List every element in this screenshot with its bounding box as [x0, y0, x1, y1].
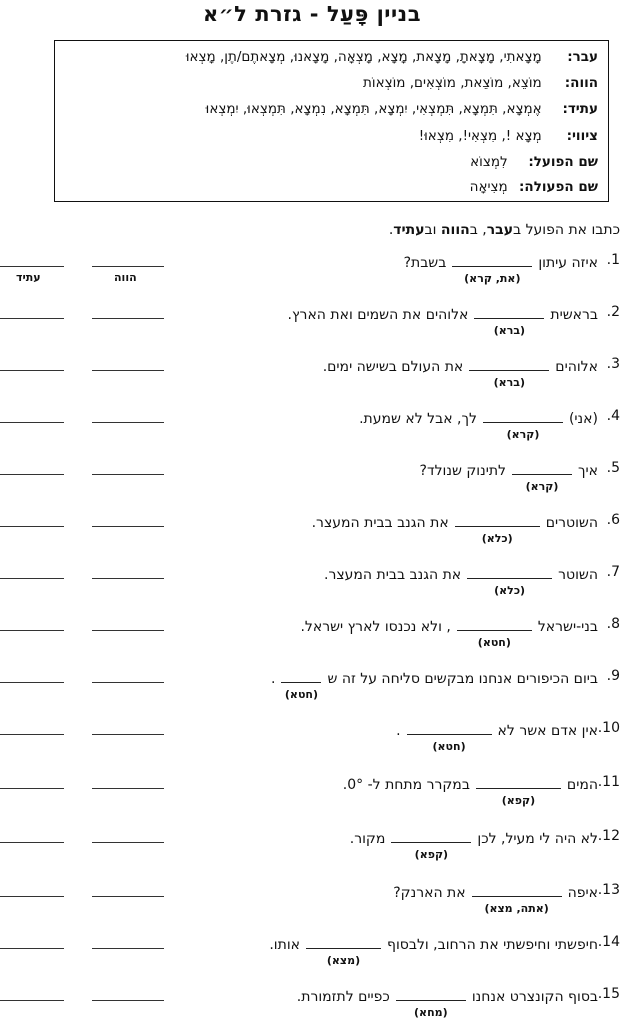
- conjugation-table: [54, 40, 609, 202]
- future-answer-line[interactable]: [0, 896, 64, 897]
- exercise-sentence: [288, 304, 598, 323]
- exercise-item: [184, 512, 624, 558]
- verb-root-hint: (כלא): [481, 532, 513, 545]
- sentence-before: ביום הכיפורים אנחנו מבקשים סליחה על זה ש: [327, 671, 598, 687]
- present-answer-line[interactable]: [92, 318, 164, 319]
- answer-blank[interactable]: [452, 252, 532, 267]
- exercise-sentence: [350, 828, 598, 847]
- answer-blank[interactable]: [476, 774, 561, 789]
- exercise-sentence: [404, 252, 598, 271]
- present-answer-line[interactable]: [92, 526, 164, 527]
- present-answer-line[interactable]: [92, 948, 164, 949]
- answer-blank[interactable]: [474, 304, 544, 319]
- instructions: [389, 222, 620, 238]
- exercise-item: [184, 774, 624, 820]
- answer-blank[interactable]: [467, 564, 552, 579]
- instr-text: כתבו את הפועל ב: [513, 222, 620, 238]
- exercise-number: 13.: [597, 882, 620, 898]
- exercise-number: 7.: [606, 564, 620, 580]
- instr-present: הווה: [440, 222, 470, 238]
- conj-value: אֶמְצָא, תִּמְצָא, תִּמְצְאִי, יִמְצָא, תִּמְצָא, נִמְצָא, תִּמְצְאוּ, יִמְצְאוּ: [205, 101, 542, 117]
- verb-root-hint: (מחא): [414, 1006, 448, 1019]
- answer-blank[interactable]: [407, 720, 492, 735]
- exercise-item: [184, 252, 624, 298]
- conj-label: ציווי:: [566, 128, 598, 144]
- exercise-item: [184, 460, 624, 506]
- exercise-sentence: [420, 460, 598, 479]
- present-answer-line[interactable]: [92, 842, 164, 843]
- verb-root-hint: (כלא): [494, 584, 526, 597]
- sentence-before: חיפשתי וחיפשתי את הרחוב, ולבסוף: [387, 937, 598, 953]
- sentence-before: איזה עיתון: [538, 255, 598, 271]
- answer-blank[interactable]: [483, 408, 563, 423]
- answer-blank[interactable]: [469, 356, 549, 371]
- sentence-before: המים: [566, 777, 598, 793]
- present-answer-line[interactable]: [92, 734, 164, 735]
- future-answer-line[interactable]: [0, 630, 64, 631]
- verb-root-hint: (קפא): [414, 848, 449, 861]
- instr-past: עבר: [486, 222, 514, 238]
- future-answer-line[interactable]: [0, 318, 64, 319]
- verb-root-hint: (קרא): [525, 480, 559, 493]
- sentence-before: (אני): [568, 411, 598, 427]
- conj-value: מוֹצֵא, מוֹצֵאת, מוֹצְאִים, מוֹצְאוֹת: [363, 75, 542, 91]
- future-answer-line[interactable]: [0, 474, 64, 475]
- answer-blank[interactable]: [457, 616, 532, 631]
- answer-blank[interactable]: [472, 882, 562, 897]
- sentence-after: את הגנב בבית המעצר.: [311, 515, 449, 531]
- future-answer-line[interactable]: [0, 734, 64, 735]
- present-answer-line[interactable]: [92, 578, 164, 579]
- present-answer-line[interactable]: [92, 630, 164, 631]
- present-answer-line[interactable]: [92, 422, 164, 423]
- sentence-before: איך: [577, 463, 598, 479]
- sentence-after: .: [271, 671, 276, 687]
- exercise-number: 10.: [597, 720, 620, 736]
- future-answer-line[interactable]: [0, 578, 64, 579]
- instr-text: , ב: [469, 222, 487, 238]
- column-header-present: הווה: [114, 271, 137, 284]
- sentence-before: איפה: [567, 885, 598, 901]
- sentence-after: את הגנב בבית המעצר.: [324, 567, 462, 583]
- instr-future: עתיד: [393, 222, 425, 238]
- sentence-after: את הארנק?: [393, 885, 466, 901]
- exercise-item: [184, 408, 624, 454]
- future-answer-line[interactable]: [0, 948, 64, 949]
- sentence-after: לתינוק שנולד?: [419, 463, 506, 479]
- exercise-item: [184, 828, 624, 874]
- conj-value: מְצָא !, מִצְאִי!, מִצְאוּ!: [418, 128, 542, 144]
- exercise-sentence: [323, 356, 598, 375]
- future-answer-line[interactable]: [0, 682, 64, 683]
- future-answer-line[interactable]: [0, 526, 64, 527]
- exercise-sentence: [300, 616, 598, 635]
- answer-blank[interactable]: [391, 828, 471, 843]
- sentence-after: מקור.: [349, 831, 386, 847]
- sentence-after: כפיים לתזמורת.: [296, 989, 390, 1005]
- present-answer-line[interactable]: [92, 266, 164, 267]
- exercise-item: [184, 882, 624, 928]
- sentence-after: את העולם בשישה ימים.: [322, 359, 464, 375]
- verb-root-hint: (את, קרא): [464, 272, 521, 285]
- exercise-number: 6.: [606, 512, 620, 528]
- sentence-before: בראשית: [550, 307, 598, 323]
- sentence-after: במקרר מתחת ל- 0°.: [342, 777, 470, 793]
- instr-text: וב: [424, 222, 441, 238]
- present-answer-line[interactable]: [92, 682, 164, 683]
- future-answer-line[interactable]: [0, 422, 64, 423]
- sentence-after: .: [396, 723, 401, 739]
- sentence-before: בני-ישראל: [537, 619, 598, 635]
- conj-row-infinitive: [63, 154, 598, 176]
- worksheet-title: בניין פָּעַל - גזרת ל״א: [202, 2, 421, 26]
- sentence-after: אותו.: [269, 937, 300, 953]
- exercise-number: 15.: [597, 986, 620, 1002]
- conj-label: עתיד:: [562, 101, 598, 117]
- exercise-item: [184, 304, 624, 350]
- verb-root-hint: (חטא): [477, 636, 511, 649]
- exercise-number: 8.: [606, 616, 620, 632]
- present-answer-line[interactable]: [92, 474, 164, 475]
- present-answer-line[interactable]: [92, 788, 164, 789]
- future-answer-line[interactable]: [0, 842, 64, 843]
- exercise-number: 4.: [606, 408, 620, 424]
- present-answer-line[interactable]: [92, 896, 164, 897]
- sentence-after: , ולא נכנסו לארץ ישראל.: [300, 619, 451, 635]
- exercise-number: 11.: [597, 774, 620, 790]
- instr-text: .: [388, 222, 394, 238]
- exercise-sentence: [269, 934, 598, 953]
- conj-value: לִמְצוֹא: [470, 154, 508, 170]
- present-answer-line[interactable]: [92, 1000, 164, 1001]
- exercise-sentence: [359, 408, 598, 427]
- verb-root-hint: (ברא): [493, 324, 526, 337]
- exercise-number: 12.: [597, 828, 620, 844]
- sentence-before: השוטרים: [545, 515, 598, 531]
- sentence-before: בסוף הקונצרט אנחנו: [471, 989, 598, 1005]
- verb-root-hint: (קרא): [506, 428, 540, 441]
- verb-root-hint: (אתה, מצא): [484, 902, 549, 915]
- answer-blank[interactable]: [512, 460, 572, 475]
- exercise-item: [184, 720, 624, 766]
- sentence-before: השוטר: [558, 567, 598, 583]
- verb-root-hint: (קפא): [501, 794, 536, 807]
- exercise-item: [184, 616, 624, 662]
- exercise-item: [184, 986, 624, 1032]
- conj-value: מְצִיאָה: [469, 179, 508, 195]
- exercise-sentence: [324, 564, 598, 583]
- answer-blank[interactable]: [281, 668, 321, 683]
- sentence-before: אין אדם אשר לא: [497, 723, 598, 739]
- exercise-number: 2.: [606, 304, 620, 320]
- conj-label: הווה:: [564, 75, 598, 91]
- sentence-before: אלוהים: [555, 359, 598, 375]
- verb-root-hint: (חטא): [284, 688, 318, 701]
- verb-root-hint: (מצא): [326, 954, 361, 967]
- sentence-before: לא היה לי מעיל, לכן: [477, 831, 598, 847]
- sentence-after: בשבת?: [403, 255, 447, 271]
- sentence-after: אלוהים את השמים ואת הארץ.: [287, 307, 469, 323]
- exercise-number: 9.: [606, 668, 620, 684]
- conj-label: שם הפעולה:: [519, 179, 598, 195]
- answer-blank[interactable]: [306, 934, 381, 949]
- exercise-number: 14.: [597, 934, 620, 950]
- exercise-sentence: [393, 882, 598, 901]
- future-answer-line[interactable]: [0, 788, 64, 789]
- conj-row-present: [63, 75, 598, 97]
- verb-root-hint: (ברא): [493, 376, 525, 389]
- exercise-sentence: [396, 720, 598, 739]
- exercise-item: [184, 934, 624, 980]
- exercise-number: 3.: [606, 356, 620, 372]
- exercise-item: [184, 668, 624, 714]
- conj-row-future: [63, 101, 598, 123]
- conj-label: שם הפועל:: [528, 154, 598, 170]
- future-answer-line[interactable]: [0, 370, 64, 371]
- present-answer-line[interactable]: [92, 370, 164, 371]
- exercise-item: [184, 356, 624, 402]
- conj-value: מָצָאתִי, מָצָאתָ, מָצָאת, מָצָא, מָצְאָה, מָצָאנוּ, מְצָאתֶם/תֶן, מָצְאוּ: [185, 49, 542, 65]
- column-header-future: עתיד: [16, 271, 41, 284]
- exercise-number: 5.: [606, 460, 620, 476]
- exercise-sentence: [312, 512, 598, 531]
- answer-blank[interactable]: [455, 512, 540, 527]
- conj-row-imperative: [63, 128, 598, 150]
- verb-root-hint: (חטא): [432, 740, 466, 753]
- exercise-sentence: [271, 668, 598, 687]
- answer-blank[interactable]: [396, 986, 466, 1001]
- future-answer-line[interactable]: [0, 266, 64, 267]
- future-answer-line[interactable]: [0, 1000, 64, 1001]
- conj-row-noun: [63, 179, 598, 201]
- exercise-number: 1.: [606, 252, 620, 268]
- exercise-sentence: [343, 774, 598, 793]
- conj-row-past: [63, 49, 598, 71]
- exercise-item: [184, 564, 624, 610]
- sentence-after: לך, אבל לא שמעת.: [359, 411, 477, 427]
- exercise-sentence: [297, 986, 598, 1005]
- conj-label: עבר:: [567, 49, 598, 65]
